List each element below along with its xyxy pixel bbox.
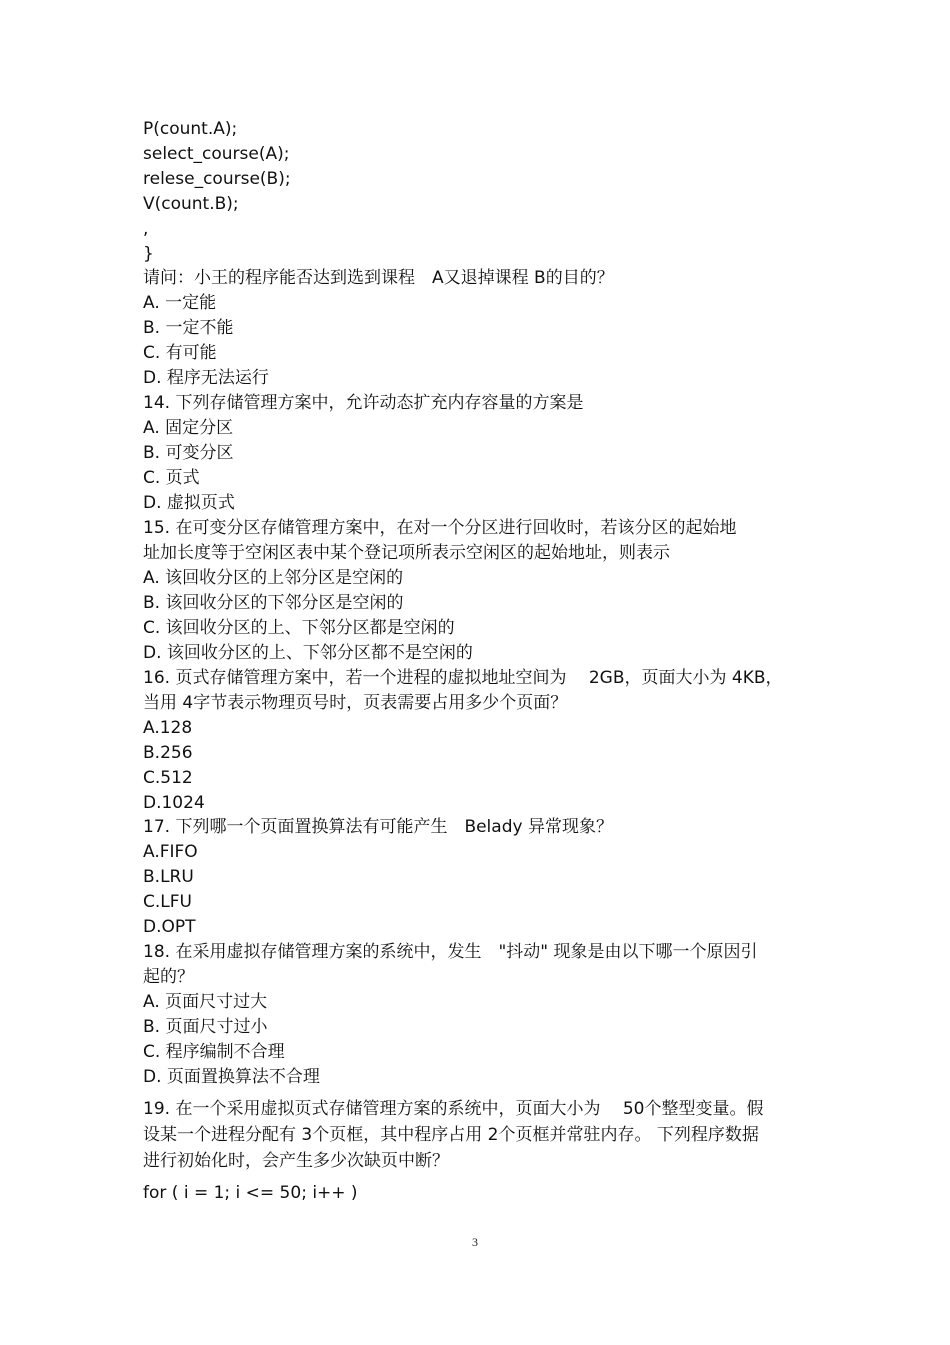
code-line: for ( i = 1; i <= 50; i++ ) [143,1183,358,1203]
option-b: B.LRU [143,867,194,887]
option-a: A. 页面尺寸过大 [143,992,268,1012]
option-d: D.OPT [143,917,196,937]
code-line: } [143,244,154,264]
option-c: C. 该回收分区的上、下邻分区都是空闲的 [143,618,455,638]
option-b: B. 该回收分区的下邻分区是空闲的 [143,593,404,613]
question-text: 当用 4字节表示物理页号时，页表需要占用多少个页面？ [143,693,568,713]
code-line: relese_course(B); [143,169,291,189]
code-line: select_course(A); [143,144,290,164]
option-a: A. 一定能 [143,293,217,313]
question-text: 18. 在采用虚拟存储管理方案的系统中，发生 "抖动" 现象是由以下哪一个原因引 [143,942,758,962]
option-b: B. 一定不能 [143,318,234,338]
page-number: 3 [472,1235,478,1249]
question-text: 19. 在一个采用虚拟页式存储管理方案的系统中，页面大小为 50个整型变量。假 [143,1099,764,1119]
option-c: C.512 [143,768,193,788]
option-c: C. 程序编制不合理 [143,1042,285,1062]
code-line: P(count.A); [143,119,238,139]
code-line: , [143,219,149,239]
question-text: 设某一个进程分配有 3个页框，其中程序占用 2个页框并常驻内存。 下列程序数据 [143,1125,759,1145]
option-c: C.LFU [143,892,192,912]
option-d: D.1024 [143,793,205,813]
option-a: A.FIFO [143,842,198,862]
question-text: 14. 下列存储管理方案中，允许动态扩充内存容量的方案是 [143,393,584,413]
code-line: V(count.B); [143,194,239,214]
question-text: 址加长度等于空闲区表中某个登记项所表示空闲区的起始地址，则表示 [143,543,670,563]
question-text: 16. 页式存储管理方案中，若一个进程的虚拟地址空间为 2GB，页面大小为 4KB， [143,668,783,688]
option-d: D. 该回收分区的上、下邻分区都不是空闲的 [143,643,473,663]
question-text: 起的？ [143,967,194,987]
option-d: D. 页面置换算法不合理 [143,1067,320,1087]
option-c: C. 有可能 [143,343,217,363]
question-text: 请问：小王的程序能否达到选到课程 A又退掉课程 B的目的？ [143,268,614,288]
option-a: A. 固定分区 [143,418,234,438]
option-b: B. 可变分区 [143,443,234,463]
question-text: 进行初始化时，会产生多少次缺页中断？ [143,1151,449,1171]
option-b: B. 页面尺寸过小 [143,1017,268,1037]
option-d: D. 虚拟页式 [143,493,235,513]
option-c: C. 页式 [143,468,200,488]
option-a: A. 该回收分区的上邻分区是空闲的 [143,568,404,588]
question-text: 17. 下列哪一个页面置换算法有可能产生 Belady 异常现象？ [143,817,613,837]
option-b: B.256 [143,743,193,763]
question-text: 15. 在可变分区存储管理方案中，在对一个分区进行回收时，若该分区的起始地 [143,518,737,538]
option-a: A.128 [143,718,193,738]
option-d: D. 程序无法运行 [143,368,269,388]
